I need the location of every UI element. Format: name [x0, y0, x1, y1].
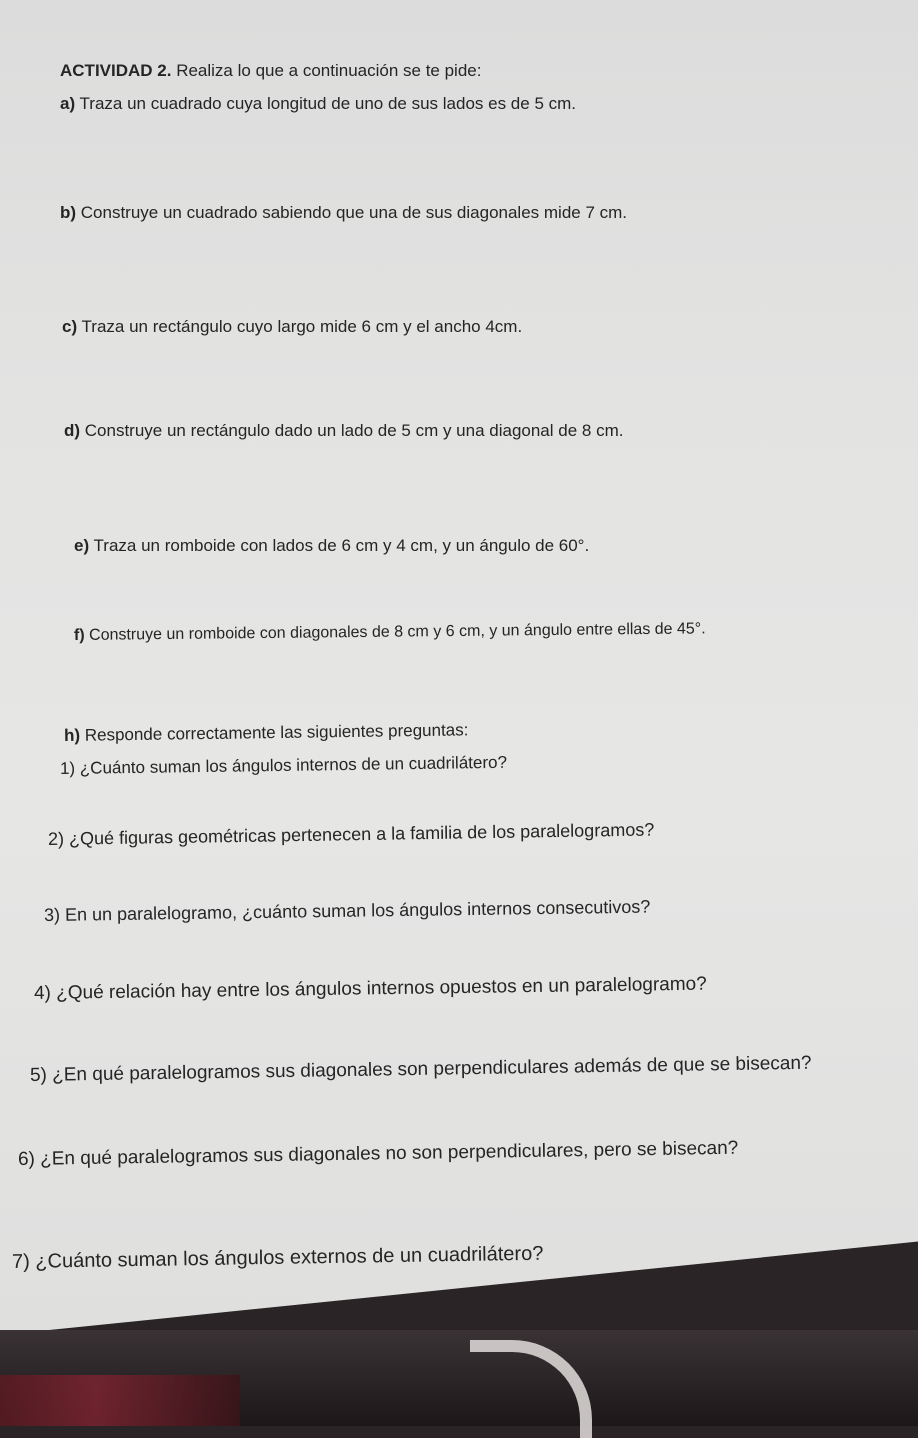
task-text: Construye un rectángulo dado un lado de 5 cm y una diagonal de 8 cm. [80, 421, 624, 440]
task-b [60, 204, 627, 221]
task-text: Construye un romboide con diagonales de 8 cm y 6 cm, y un ángulo entre ellas de 45°. [84, 620, 706, 644]
activity-title-label: ACTIVIDAD 2. [60, 61, 172, 80]
question-7: 7) ¿Cuánto suman los ángulos externos de un cuadrilátero? [11, 1242, 544, 1273]
question-4: 4) ¿Qué relación hay entre los ángulos internos opuestos en un paralelogramo? [33, 973, 707, 1004]
task-label: d) [64, 421, 81, 440]
task-label: h) [63, 725, 81, 745]
task-text: Construye un cuadrado sabiendo que una de sus diagonales mide 7 cm. [76, 203, 628, 222]
task-label: e) [74, 536, 90, 555]
task-d [64, 422, 623, 439]
activity-title-text: Realiza lo que a continuación se te pide: [171, 61, 482, 80]
activity-title [60, 62, 481, 79]
question-6: 6) ¿En qué paralelogramos sus diagonales no son perpendiculares, pero se bisecan? [17, 1137, 739, 1170]
question-1: 1) ¿Cuánto suman los ángulos internos de un cuadrilátero? [59, 752, 508, 778]
task-e [74, 537, 589, 554]
question-2: 2) ¿Qué figuras geométricas pertenecen a la familia de los paralelogramos? [47, 819, 655, 849]
task-label: a) [60, 94, 76, 113]
task-label: b) [60, 203, 77, 222]
task-text: Traza un cuadrado cuya longitud de uno de sus lados es de 5 cm. [75, 94, 577, 113]
task-text: Traza un rectángulo cuyo largo mide 6 cm y el ancho 4cm. [77, 317, 523, 336]
question-3: 3) En un paralelogramo, ¿cuánto suman los ángulos internos consecutivos? [43, 896, 651, 925]
question-5: 5) ¿En qué paralelogramos sus diagonales son perpendiculares además de que se bisecan? [29, 1052, 812, 1086]
task-c [62, 318, 522, 335]
task-text: Responde correctamente las siguientes preguntas: [79, 720, 469, 745]
background-object [0, 1375, 240, 1426]
task-text: Traza un romboide con lados de 6 cm y 4 cm, y un ángulo de 60°. [89, 536, 590, 555]
task-a [60, 95, 576, 112]
task-label: c) [62, 317, 78, 336]
task-label: f) [73, 626, 85, 644]
